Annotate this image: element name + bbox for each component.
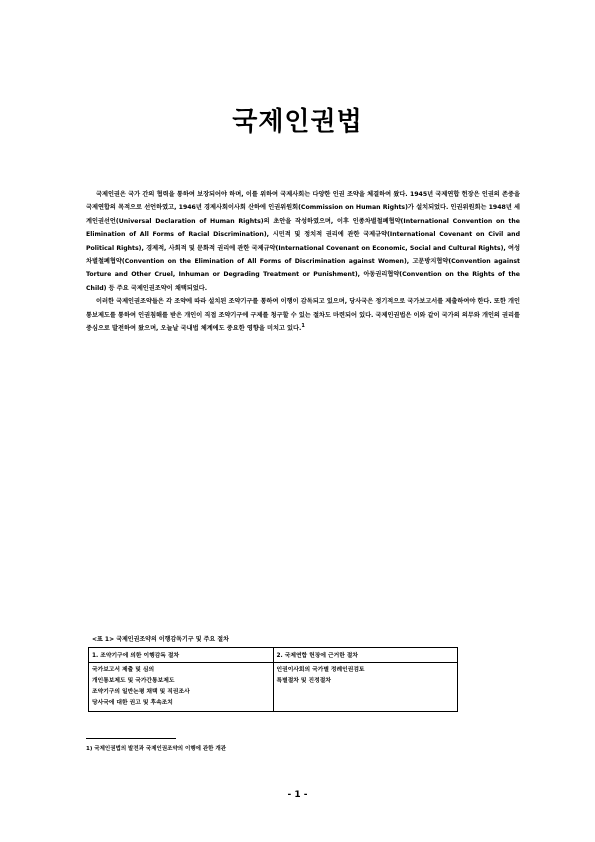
list-item: 당사국에 대한 권고 및 후속조치 (92, 700, 173, 706)
paragraph-2-text: 이러한 국제인권조약들은 각 조약에 따라 설치된 조약기구를 통하여 이행이 감독되고 있으며, 당사국은 정기적으로 국가보고서를 제출하여야 한다. 또한 개인통보제도를 통하여 인권침해를 받은 개인이 직접 조약기구에 구제를 청구할 수 있는 절차도 마련되어 있다. 국제인권법은 이와 같이 국가의 의무와 개인의 권리를 중심으로 발전하여 왔으며, 오늘날 국내법 체계에도 중요한 영향을 미치고 있다. (86, 298, 520, 333)
summary-table (88, 647, 458, 712)
table-cell-col1 (89, 663, 274, 712)
paragraph-2 (86, 295, 520, 335)
body-text (86, 188, 520, 335)
table-header-col2: 2. 국제연합 헌장에 근거한 절차 (273, 648, 458, 663)
document-title: 국제인권법 (232, 107, 363, 137)
footnote: 1) 국제인권법의 발전과 국제인권조약의 이행에 관한 개관 (86, 746, 227, 752)
table-body-row (89, 663, 458, 712)
page-number: - 1 - (287, 790, 308, 800)
table-header-row (89, 648, 458, 663)
table-cell-col2 (273, 663, 458, 712)
table-header-col1: 1. 조약기구에 의한 이행감독 절차 (89, 648, 274, 663)
list-item: 조약기구의 일반논평 채택 및 직권조사 (92, 689, 190, 695)
footnote-divider (86, 738, 176, 739)
table-caption: <표 1> 국제인권조약의 이행감독기구 및 주요 절차 (92, 636, 229, 643)
list-item: 개인통보제도 및 국가간통보제도 (92, 678, 175, 684)
paragraph-1: 국제인권은 국가 간의 협력을 통하여 보장되어야 하며, 이를 위하여 국제사회는 다양한 인권 조약을 체결하여 왔다. 1945년 국제연합 헌장은 인권의 존중을 국제연합의 목적으로 선언하였고, 1946년 경제사회이사회 산하에 인권위원회(Commission on Human Rights)가 설치되었다. 인권위원회는 1948년 세계인권선언(Universal Declaration of Human Rights)의 초안을 작성하였으며, 이후 인종차별철폐협약(International Convention on the Elimination of All Forms of Racial Discrimination), 시민적 및 정치적 권리에 관한 국제규약(International Covenant on Civil and Political Rights), 경제적, 사회적 및 문화적 권리에 관한 국제규약(International Covenant on Economic, Social and Cultural Rights), 여성차별철폐협약(Convention on the Elimination of All Forms of Discrimination against Women), 고문방지협약(Convention against Torture and Other Cruel, Inhuman or Degrading Treatment or Punishment), 아동권리협약(Convention on the Rights of the Child) 등 주요 국제인권조약이 채택되었다. (86, 191, 520, 292)
footnote-marker: 1 (301, 323, 305, 329)
list-item: 특별절차 및 진정절차 (276, 678, 331, 684)
list-item: 국가보고서 제출 및 심의 (92, 667, 155, 673)
list-item: 인권이사회의 국가별 정례인권검토 (276, 667, 365, 673)
